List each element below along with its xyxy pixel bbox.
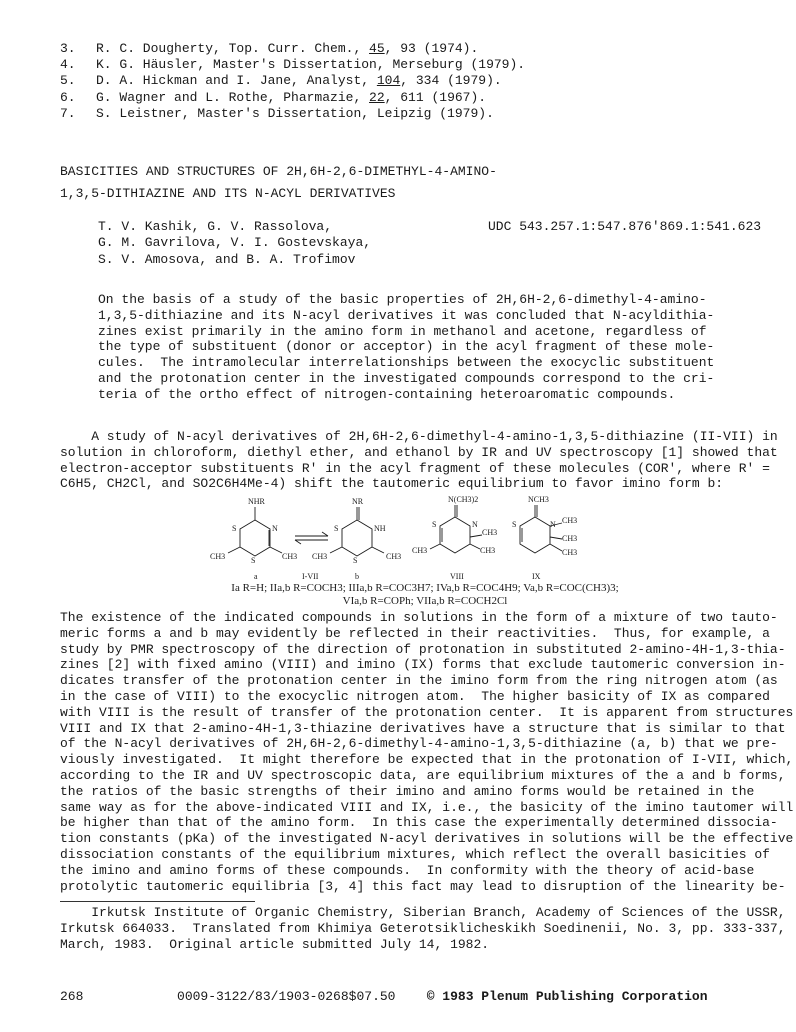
label-ch3: CH3 — [282, 552, 298, 561]
label-nr: NR — [352, 497, 364, 506]
body-line: dissociation constants of the equilibrium mixtures, which reflect the overall basicities of — [60, 846, 770, 862]
reference-number: 7. — [60, 105, 76, 121]
reference-text: S. Leistner, Master's Dissertation, Leipzig (1979). — [96, 105, 494, 121]
label-n: N — [272, 524, 278, 533]
copyright-notice: © 1983 Plenum Publishing Corporation — [426, 989, 708, 1004]
reference-volume: 104 — [376, 73, 401, 89]
reference-list — [60, 41, 525, 122]
abstract-line: On the basis of a study of the basic properties of 2H,6H-2,6-dimethyl-4-amino- — [98, 292, 707, 307]
caption-line: VIa,b R=COPh; VIIa,b R=COCH2Cl — [342, 595, 508, 607]
abstract-line: the type of substituent (donor or acceptor) in the acyl fragment of these mole- — [98, 339, 715, 355]
scheme-drawing — [210, 495, 630, 585]
author-line: S. V. Amosova, and B. A. Trofimov — [98, 251, 356, 267]
reference-item — [60, 90, 525, 106]
footnote-rule — [60, 901, 255, 902]
body-line: C6H5, CH2Cl, and SO2C6H4Me-4) shift the tautomeric equilibrium to favor imino form b: — [60, 476, 724, 492]
label-ch3: CH3 — [312, 552, 328, 561]
body-line: according to the IR and UV spectroscopic data, are equilibrium mixtures of the a and b forms, — [60, 767, 786, 783]
body-line: The existence of the indicated compounds in solutions in the form of a mixture of two tauto- — [60, 610, 778, 625]
label-ch3: CH3 — [210, 552, 226, 561]
author-list — [98, 219, 371, 268]
reference-text: , 611 (1967). — [384, 89, 487, 105]
caption-line: Ia R=H; IIa,b R=COCH3; IIIa,b R=COC3H7; IVa,b R=COC4H9; Va,b R=COC(CH3)3; — [231, 582, 619, 594]
abstract-line: zines exist primarily in the amino form in methanol and acetone, regardless of — [98, 323, 707, 339]
reference-text: , 334 (1979). — [400, 73, 502, 89]
body-line: VIII and IX that 2-amino-4H-1,3-thiazine derivatives have a structure that is similar to that — [60, 720, 786, 736]
footnote-line: March, 1983. Original article submitted July 14, 1982. — [60, 936, 490, 952]
reference-item — [60, 57, 525, 73]
footnote-line: Irkutsk 664033. Translated from Khimiya Geterotsiklicheskikh Soedinenii, No. 3, pp. 333-337, — [60, 920, 786, 936]
author-line: T. V. Kashik, G. V. Rassolova, — [98, 219, 333, 234]
label-n: N — [550, 520, 556, 529]
label-s: S — [432, 520, 437, 529]
footnote-line: Irkutsk Institute of Organic Chemistry, Siberian Branch, Academy of Sciences of the USSR, — [60, 905, 786, 920]
body-line: with VIII is the result of transfer of the protonation center. It is apparent from structures — [60, 704, 794, 720]
label-ch3: CH3 — [480, 546, 496, 555]
ring-a — [240, 520, 270, 556]
body-line: in the case of VIII) to the exocyclic nitrogen atom. The higher basicity of IX as compared — [60, 688, 770, 704]
reference-volume: 22 — [369, 89, 385, 105]
affiliation-footnote — [60, 905, 786, 952]
page-number: 268 — [60, 989, 84, 1004]
label-viii: VIII — [450, 572, 464, 581]
abstract — [98, 292, 738, 403]
body-paragraph-2 — [60, 610, 794, 894]
body-line: zines [2] with fixed amino (VIII) and imino (IX) forms that exclude tautomeric conversion in- — [60, 657, 786, 673]
reference-text: K. G. Häusler, Master's Dissertation, Merseburg (1979). — [96, 57, 526, 73]
label-a: a — [254, 572, 258, 581]
reference-text: , 93 (1974). — [384, 41, 479, 56]
body-line: electron-acceptor substituents R' in the acyl fragment of these molecules (COR', where R' = — [60, 460, 770, 476]
abstract-line: cules. The intramolecular interrelationships between the exocyclic substituent — [98, 355, 715, 371]
label-ch3: CH3 — [562, 534, 578, 543]
article-title — [60, 164, 500, 208]
label-i-vii: I-VII — [302, 572, 319, 581]
body-line: study by PMR spectroscopy of the direction of protonation in substituted 2-amino-4H-1,3-thia- — [60, 641, 786, 657]
article-code: 0009-3122/83/1903-0268$07.50 — [177, 989, 396, 1004]
label-s: S — [512, 520, 517, 529]
scheme-caption — [175, 582, 675, 608]
title-line: 1,3,5-DITHIAZINE AND ITS N-ACYL DERIVATIVES — [60, 186, 396, 201]
title-line: BASICITIES AND STRUCTURES OF 2H,6H-2,6-DIMETHYL-4-AMINO- — [60, 164, 497, 179]
body-line: tion constants (pKa) of the investigated N-acyl derivatives in solutions will be the effective — [60, 831, 794, 847]
reference-number: 6. — [60, 89, 76, 105]
label-nhr: NHR — [248, 497, 265, 506]
body-line: dicates transfer of the protonation center in the imino form from the ring nitrogen atom (as — [60, 673, 778, 689]
udc-code: UDC 543.257.1:547.876'869.1:541.623 — [488, 219, 762, 234]
label-s: S — [353, 556, 358, 565]
reference-volume: 45 — [369, 41, 385, 56]
label-ch3: CH3 — [412, 546, 428, 555]
label-b: b — [355, 572, 359, 581]
reference-text: D. A. Hickman and I. Jane, Analyst, — [96, 73, 377, 89]
ring-ix — [520, 517, 550, 553]
reference-number: 3. — [60, 41, 76, 56]
label-s: S — [232, 524, 237, 533]
label-ch3: CH3 — [562, 516, 578, 525]
body-line: solution in chloroform, diethyl ether, and ethanol by IR and UV spectroscopy [1] showed that — [60, 444, 778, 460]
ring-b — [342, 520, 372, 556]
label-s: S — [334, 524, 339, 533]
reference-number: 5. — [60, 73, 76, 89]
abstract-line: and the protonation center in the investigated compounds correspond to the cri- — [98, 370, 715, 386]
label-ch3: CH3 — [562, 548, 578, 557]
body-line: meric forms a and b may evidently be reflected in their reactivities. Thus, for example, a — [60, 625, 770, 641]
body-paragraph-1 — [60, 429, 778, 492]
body-line: the imino and amino forms of these compounds. In conformity with the theory of acid-base — [60, 862, 755, 878]
reference-item — [60, 41, 525, 57]
label-nh: NH — [374, 524, 386, 533]
label-ch3: CH3 — [386, 552, 402, 561]
body-line: A study of N-acyl derivatives of 2H,6H-2,6-dimethyl-4-amino-1,3,5-dithiazine (II-VII) in — [60, 429, 778, 444]
label-nch3: NCH3 — [528, 495, 549, 504]
reference-text: G. Wagner and L. Rothe, Pharmazie, — [96, 89, 370, 105]
abstract-line: teria of the ortho effect of nitrogen-containing heteroaromatic compounds. — [98, 386, 676, 402]
body-line: the ratios of the basic strengths of their imino and amino forms would be retained in the — [60, 783, 755, 799]
body-line: of the N-acyl derivatives of 2H,6H-2,6-dimethyl-4-amino-1,3,5-dithiazine (a, b) that we pre- — [60, 736, 778, 752]
body-line: viously investigated. It might therefore be expected that in the protonation of I-VII, which, — [60, 752, 794, 768]
body-line: protolytic tautomeric equilibria [3, 4] this fact may lead to disruption of the linearity be- — [60, 878, 786, 894]
reference-text: R. C. Dougherty, Top. Curr. Chem., — [96, 41, 370, 56]
reference-item — [60, 106, 525, 122]
reference-number: 4. — [60, 57, 76, 73]
author-line: G. M. Gavrilova, V. I. Gostevskaya, — [98, 235, 372, 251]
abstract-line: 1,3,5-dithiazine and its N-acyl derivatives it was concluded that N-acyldithia- — [98, 307, 715, 323]
ring-viii — [440, 517, 470, 553]
body-line: same way as for the above-indicated VIII and IX, i.e., the basicity of the imino tautomer will — [60, 799, 794, 815]
label-s: S — [251, 556, 256, 565]
reference-item — [60, 73, 525, 89]
label-ix: IX — [532, 572, 541, 581]
label-n: N — [472, 520, 478, 529]
label-n-dimethyl: N(CH3)2 — [448, 495, 479, 504]
label-ch3: CH3 — [482, 528, 498, 537]
page-footer — [60, 989, 708, 1005]
body-line: be higher than that of the amino form. In this case the experimentally determined dissocia- — [60, 815, 778, 831]
